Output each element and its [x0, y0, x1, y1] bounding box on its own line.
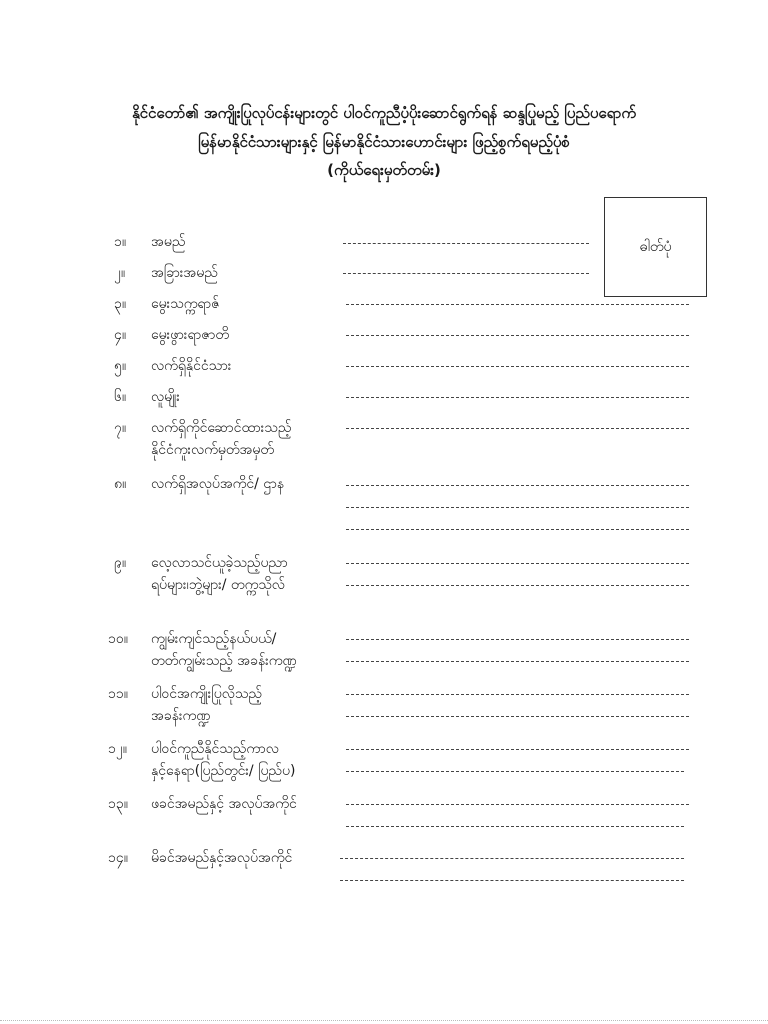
field-number: ၃။ — [114, 296, 127, 312]
occupation-input-line-2[interactable] — [346, 507, 689, 508]
field-number: ၆။ — [114, 389, 127, 405]
citizenship-input-line[interactable] — [346, 366, 689, 367]
field-label-expertise-line-2: တတ်ကျွမ်းသည့် အခန်းကဏ္ဍ — [151, 653, 297, 669]
field-label-education-line-1: လေ့လာသင်ယူခဲ့သည့်ပညာ — [151, 555, 288, 571]
occupation-input-line[interactable] — [346, 485, 689, 486]
field-number: ၁။ — [114, 234, 127, 250]
availability-input-line-2[interactable] — [346, 771, 684, 772]
field-label-passport-line-1: လက်ရှိကိုင်ဆောင်ထားသည့် — [151, 420, 292, 436]
field-number: ၁၃။ — [108, 796, 128, 812]
birthplace-input-line[interactable] — [346, 335, 689, 336]
education-input-line[interactable] — [346, 563, 689, 564]
field-number: ၁၄။ — [108, 850, 128, 866]
name-input-line[interactable] — [343, 243, 589, 244]
field-label-ethnicity: လူမျိုး — [151, 389, 180, 405]
field-number: ၁၀။ — [108, 631, 128, 647]
expertise-input-line[interactable] — [346, 639, 689, 640]
field-label-name: အမည် — [151, 234, 186, 250]
field-label-education-line-2: ရပ်များ၊ဘွဲ့များ/ တက္ကသိုလ် — [151, 577, 285, 593]
field-label-citizenship: လက်ရှိနိုင်ငံသား — [151, 358, 232, 374]
contribution-input-line-2[interactable] — [346, 716, 689, 717]
other-name-input-line[interactable] — [343, 273, 589, 274]
education-input-line-2[interactable] — [346, 585, 689, 586]
photo-label: ဓါတ်ပုံ — [639, 238, 672, 255]
photo-box[interactable] — [604, 197, 707, 297]
expertise-input-line-2[interactable] — [346, 661, 689, 662]
occupation-input-line-3[interactable] — [346, 529, 689, 530]
scan-edge-divider — [0, 1020, 768, 1021]
field-number: ၅။ — [114, 358, 127, 374]
field-label-occupation: လက်ရှိအလုပ်အကိုင်/ ဌာန — [151, 476, 285, 492]
field-label-availability-line-1: ပါဝင်ကူညီနိုင်သည့်ကာလ — [151, 741, 279, 757]
form-subtitle: (ကိုယ်ရေးမှတ်တမ်း) — [327, 161, 441, 179]
field-number: ၂။ — [114, 265, 126, 281]
field-number: ၁၂။ — [108, 741, 127, 757]
form-title-line-1: နိုင်ငံတော်၏ အကျိုးပြုလုပ်ငန်းများတွင် ပါဝင်ကူညီပံ့ပိုးဆောင်ရွက်ရန် ဆန္ဒပြုမည့် ပြည်ပရောက် — [131, 104, 637, 122]
field-number: ၇။ — [114, 420, 127, 436]
passport-input-line[interactable] — [346, 428, 689, 429]
contribution-input-line[interactable] — [346, 694, 689, 695]
field-number: ၁၁။ — [108, 686, 128, 702]
field-number: ၈။ — [114, 476, 127, 492]
field-number: ၄။ — [114, 327, 127, 343]
field-label-contribution-line-1: ပါဝင်အကျိုးပြုလိုသည့် — [151, 686, 262, 702]
date-of-birth-input-line[interactable] — [346, 304, 689, 305]
mother-input-line-2[interactable] — [340, 880, 684, 881]
field-number: ၉။ — [114, 555, 127, 571]
father-input-line-2[interactable] — [346, 826, 684, 827]
field-label-father: ဖခင်အမည်နှင့် အလုပ်အကိုင် — [151, 796, 297, 812]
field-label-availability-line-2: နှင့်နေရာ(ပြည်တွင်း/ ပြည်ပ) — [151, 763, 296, 779]
field-label-contribution-line-2: အခန်းကဏ္ဍ — [151, 708, 211, 724]
field-label-birthplace: မွေးဖွားရာဇာတိ — [151, 327, 229, 343]
father-input-line[interactable] — [346, 804, 689, 805]
field-label-date-of-birth: မွေးသက္ကရာဇ် — [151, 296, 220, 312]
field-label-expertise-line-1: ကျွမ်းကျင်သည့်နယ်ပယ်/ — [151, 631, 277, 647]
field-label-passport-line-2: နိုင်ငံကူးလက်မှတ်အမှတ် — [151, 442, 274, 458]
field-label-mother: မိခင်အမည်နှင့်အလုပ်အကိုင် — [151, 850, 293, 866]
mother-input-line[interactable] — [340, 858, 684, 859]
form-title-line-2: မြန်မာနိုင်ငံသားများနှင့် မြန်မာနိုင်ငံသားဟောင်းများ ဖြည့်စွက်ရမည့်ပုံစံ — [198, 133, 570, 151]
field-label-other-name: အခြားအမည် — [151, 265, 218, 281]
availability-input-line[interactable] — [346, 749, 689, 750]
ethnicity-input-line[interactable] — [346, 397, 689, 398]
